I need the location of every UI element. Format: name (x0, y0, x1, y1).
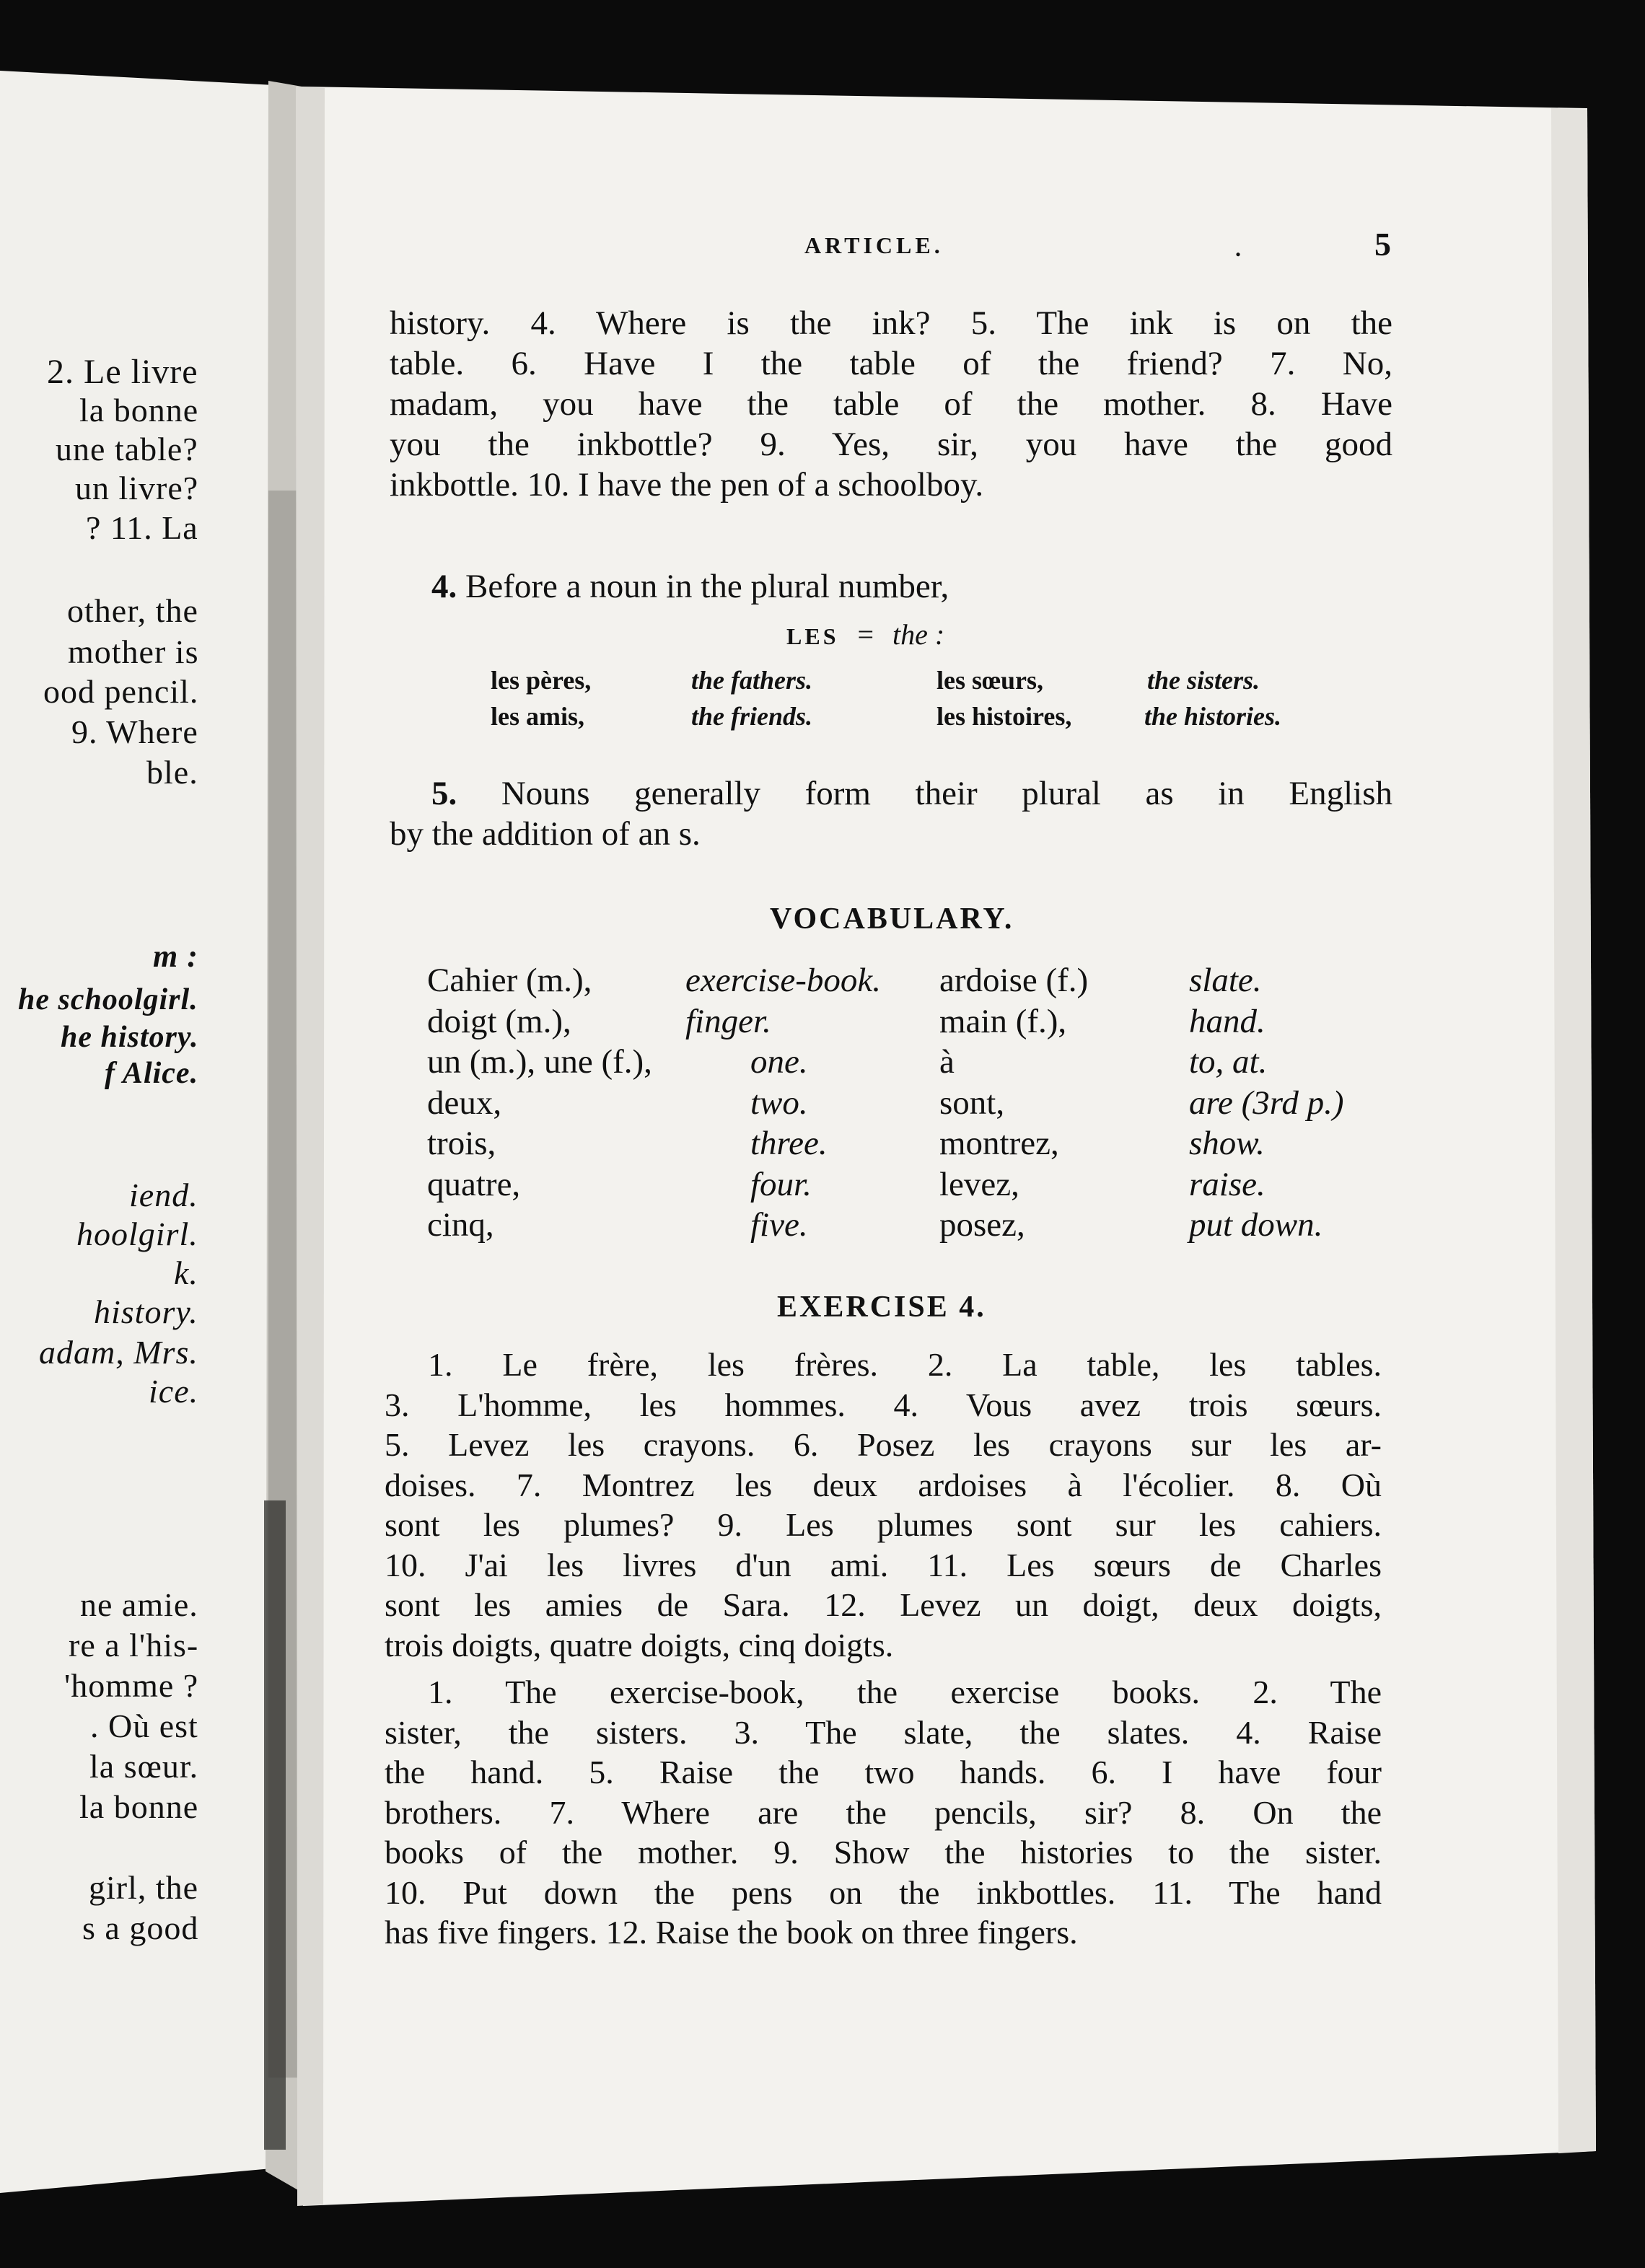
running-head: ARTICLE. (804, 232, 944, 258)
formula-equals: = (857, 618, 874, 651)
vocab-french: posez, (939, 1206, 1025, 1244)
vocab-french: ardoise (f.) (939, 962, 1089, 999)
facing-page-line: girl, the (89, 1869, 199, 1906)
text-line: doises. 7. Montrez les deux ardoises à l'écolier. 8. Où (385, 1466, 1382, 1503)
formula-article: LES (786, 623, 839, 649)
facing-page-line: la bonne (79, 392, 199, 428)
vocab-english: raise. (1189, 1165, 1265, 1203)
vocab-french: trois, (427, 1125, 496, 1162)
vocab-french: quatre, (427, 1165, 521, 1203)
text-line: has five fingers. 12. Raise the book on three fingers. (385, 1914, 1078, 1951)
text-line: trois doigts, quatre doigts, cinq doigts. (385, 1626, 894, 1663)
vocab-english: to, at. (1189, 1043, 1268, 1081)
text-line: brothers. 7. Where are the pencils, sir? 8. On the (385, 1793, 1382, 1831)
facing-page-line: hoolgirl. (76, 1216, 198, 1252)
exercise-title: EXERCISE 4. (777, 1291, 986, 1324)
example-en: the fathers. (691, 666, 813, 695)
vocab-english: are (3rd p.) (1189, 1084, 1344, 1122)
formula-meaning: the : (892, 618, 945, 651)
facing-page-line: 9. Where (71, 713, 198, 750)
text-line: books of the mother. 9. Show the histories to the sister. (385, 1834, 1382, 1871)
facing-page-line: history. (94, 1293, 198, 1330)
vocab-french: à (939, 1043, 955, 1081)
facing-page-line: iend. (129, 1177, 198, 1213)
text-line: the hand. 5. Raise the two hands. 6. I have four (385, 1754, 1382, 1790)
vocab-english: one. (750, 1043, 808, 1081)
vocab-english: two. (750, 1084, 808, 1122)
text-line: 3. L'homme, les hommes. 4. Vous avez trois sœurs. (385, 1386, 1382, 1423)
text-line: madam, you have the table of the mother. 8. Have (390, 385, 1392, 423)
facing-page-line: la bonne (79, 1788, 199, 1825)
text-line: sont les plumes? 9. Les plumes sont sur les cahiers. (385, 1506, 1382, 1543)
example-fr: les sœurs, (936, 666, 1044, 695)
exercise-french (385, 1345, 1382, 1665)
vocab-english: four. (750, 1165, 812, 1203)
facing-page-line: re a l'his- (69, 1627, 199, 1663)
text-line: table. 6. Have I the table of the friend? 7. No, (390, 345, 1392, 382)
facing-page-line: la sœur. (89, 1748, 199, 1785)
example-fr: les pères, (491, 666, 592, 695)
facing-page-line: une table? (56, 431, 198, 467)
facing-page-line: un livre? (75, 470, 199, 506)
facing-page-line: he history. (61, 1021, 199, 1054)
facing-page-line: 'homme ? (64, 1667, 199, 1704)
facing-page-line: ne amie. (80, 1586, 198, 1623)
rule-number: 5. (431, 775, 457, 812)
text-line: sont les amies de Sara. 12. Levez un doigt, deux doigts, (385, 1586, 1382, 1623)
facing-page-fragment (0, 0, 203, 2268)
text-line: 10. Put down the pens on the inkbottles. 11. The hand (385, 1873, 1382, 1911)
exercise-english (385, 1672, 1382, 1953)
vocab-french: levez, (939, 1165, 1019, 1203)
vocab-french: doigt (m.), (427, 1002, 571, 1040)
text-line: 5. Levez les crayons. 6. Posez les crayons sur les ar- (385, 1426, 1382, 1463)
text-line: sister, the sisters. 3. The slate, the slates. 4. Raise (385, 1713, 1382, 1751)
text-line: 1. The exercise-book, the exercise books. 2. The (428, 1674, 1382, 1710)
text-line: by the addition of an s. (390, 815, 701, 853)
translation-tail (390, 303, 1392, 505)
example-en: the friends. (691, 702, 813, 731)
facing-page-line: he schoolgirl. (18, 983, 198, 1016)
vocab-french: Cahier (m.), (427, 962, 592, 999)
example-fr: les amis, (491, 702, 584, 731)
page-number: 5 (1374, 226, 1391, 263)
facing-page-line: ? 11. La (86, 509, 198, 546)
vocab-french: sont, (939, 1084, 1005, 1122)
vocab-english: slate. (1189, 962, 1262, 999)
text-line: history. 4. Where is the ink? 5. The ink is on the (390, 304, 1392, 342)
vocab-french: un (m.), une (f.), (427, 1043, 652, 1081)
rule-4-formula (786, 617, 944, 651)
facing-page-line: ood pencil. (43, 673, 199, 710)
example-fr: les histoires, (936, 702, 1072, 731)
facing-page-line: adam, Mrs. (39, 1334, 198, 1371)
vocab-french: montrez, (939, 1125, 1059, 1162)
vocabulary-title: VOCABULARY. (770, 902, 1014, 936)
text-line: you the inkbottle? 9. Yes, sir, you have the good (390, 426, 1392, 463)
text-line: 10. J'ai les livres d'un ami. 11. Les sœurs de Charles (385, 1546, 1382, 1583)
facing-page-line: ble. (146, 754, 198, 791)
rule-4 (431, 567, 949, 606)
vocab-french: main (f.), (939, 1002, 1067, 1040)
facing-page-line: k. (174, 1254, 198, 1291)
facing-page-line: ice. (149, 1373, 199, 1410)
rule-text: Nouns generally form their plural as in English (501, 775, 1392, 812)
vocab-french: deux, (427, 1084, 502, 1122)
example-en: the sisters. (1147, 666, 1260, 695)
vocab-english: show. (1189, 1125, 1265, 1162)
vocab-english: finger. (685, 1002, 771, 1040)
running-head-mark: . (1235, 235, 1241, 261)
vocab-english: put down. (1189, 1206, 1323, 1244)
rule-text: Before a noun in the plural number, (465, 568, 949, 605)
rule-number: 4. (431, 568, 457, 605)
vocab-english: exercise-book. (685, 962, 881, 999)
facing-page-line: other, the (67, 592, 198, 629)
text-line: inkbottle. 10. I have the pen of a schoolboy. (390, 466, 984, 504)
facing-page-line: s a good (82, 1909, 199, 1946)
facing-page-line: m : (153, 939, 198, 974)
facing-page-line: . Où est (90, 1707, 198, 1744)
vocab-french: cinq, (427, 1206, 494, 1244)
vocab-english: hand. (1189, 1002, 1265, 1040)
vocab-english: five. (750, 1206, 808, 1244)
text-line: 1. Le frère, les frères. 2. La table, les tables. (428, 1346, 1382, 1383)
vocab-english: three. (750, 1125, 828, 1162)
text-line (390, 773, 1392, 814)
example-en: the histories. (1144, 702, 1282, 731)
facing-page-line: 2. Le livre (47, 353, 198, 391)
rule-5 (390, 773, 1392, 854)
facing-page-line: mother is (68, 633, 199, 670)
facing-page-line: f Alice. (105, 1057, 199, 1090)
